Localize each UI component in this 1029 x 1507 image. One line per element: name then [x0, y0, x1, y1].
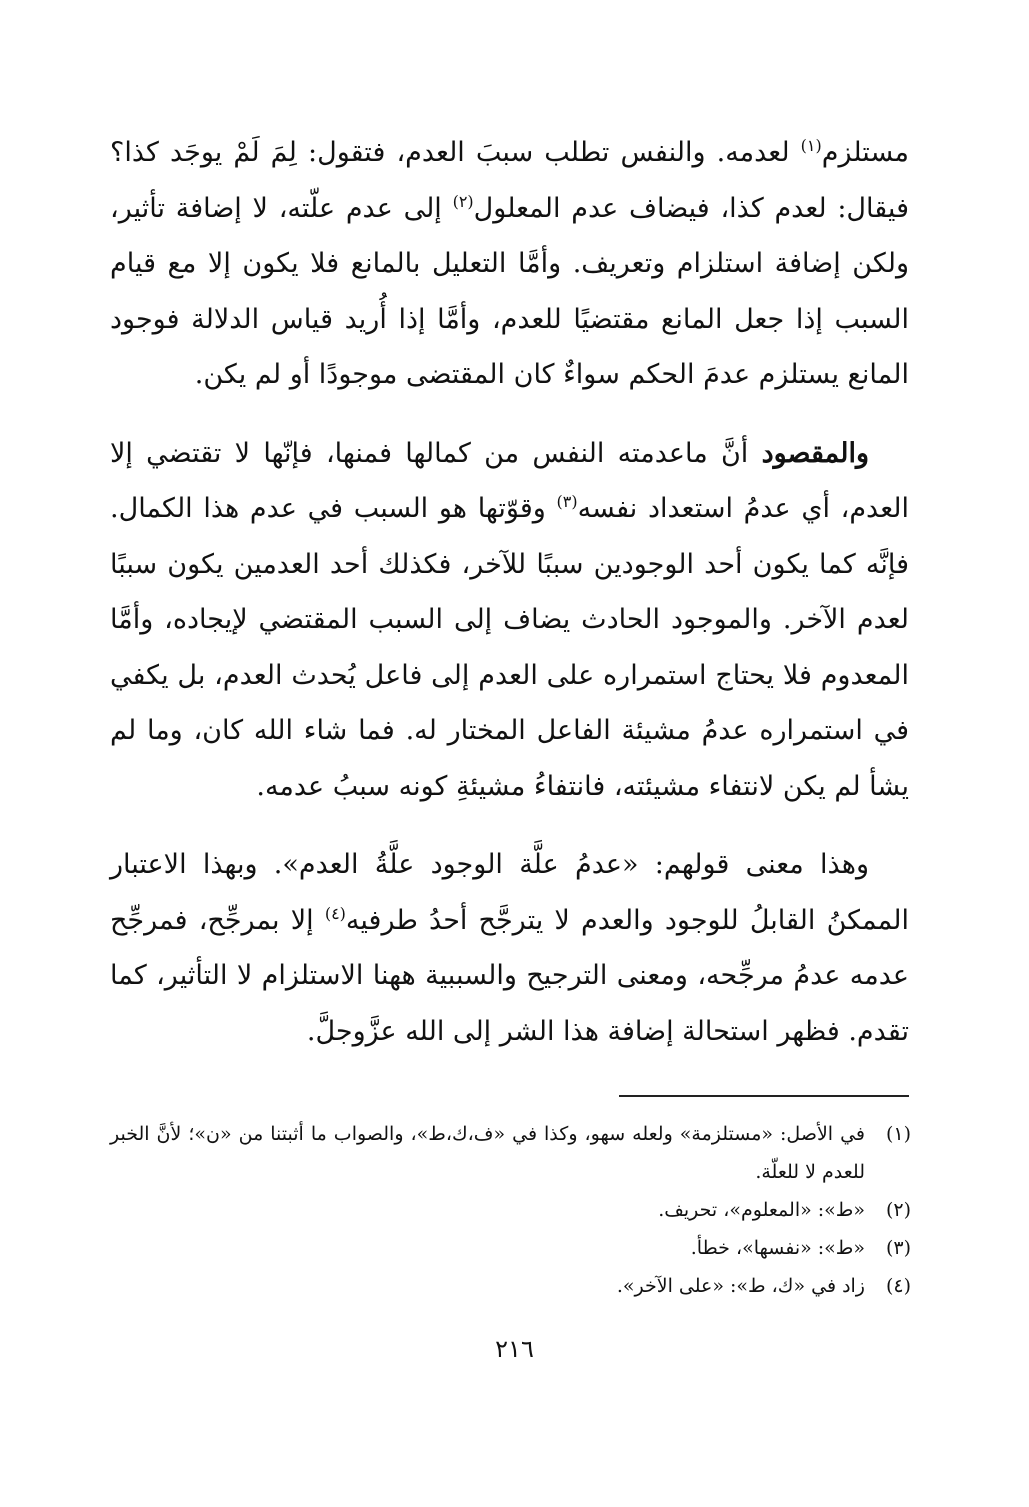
footnote-number: (١)	[885, 1123, 911, 1145]
footnote-2	[110, 1191, 911, 1229]
paragraph-2	[110, 426, 909, 815]
footnote-text: «ط»: «نفسها»، خطأ.	[690, 1237, 865, 1259]
footnote-ref-2[interactable]: (٢)	[452, 191, 474, 211]
footnote-ref-4[interactable]: (٤)	[324, 903, 346, 923]
footnotes	[110, 1115, 911, 1305]
footnote-3	[110, 1229, 911, 1267]
paragraph-lead-word: والمقصود	[761, 437, 869, 469]
paragraph-1	[110, 125, 909, 403]
text-run: وقوّتها هو السبب في عدم هذا الكمال. فإنَّه كما يكون أحد الوجودين سببًا للآخر، فكذلك أحد العدمين يكون سببًا لعدم الآخر. والموجود الحادث يضاف إلى السبب المقتضي لإيجاده، وأمَّا المعدوم فلا يحتاج استمراره على العدم إلى فاعل يُحدث العدم، بل يكفي في استمراره عدمُ مشيئة الفاعل المختار له. فما شاء الله كان، وما لم يشأ لم يكن لانتفاء مشيئته، فانتفاءُ مشيئةِ كونه سببُ عدمه.	[110, 493, 909, 802]
footnote-ref-3[interactable]: (٣)	[556, 492, 578, 511]
footnote-text: زاد في «ك، ط»: «على الآخر».	[616, 1275, 865, 1297]
footnote-4	[110, 1267, 911, 1305]
paragraph-3	[110, 837, 909, 1059]
footnote-text: في الأصل: «مستلزمة» ولعله سهو، وكذا في «ف،ك،ط»، والصواب ما أثبتنا من «ن»؛ لأنَّ الخبر للعدم لا للعلّة.	[110, 1123, 865, 1183]
text-run: مستلزم	[821, 137, 909, 168]
page-number: ٢١٦	[495, 1335, 534, 1363]
text-run: لعدمه. والنفس تطلب سببَ العدم، فتقول: لِمَ لَمْ يوجَد كذا؟ فيقال: لعدم كذا، فيضاف عدم المعلول	[110, 137, 909, 224]
footnote-1	[110, 1115, 911, 1191]
footnote-number: (٤)	[885, 1275, 911, 1297]
text-run: إلا بمرجِّح، فمرجِّح عدمه عدمُ مرجِّحه، ومعنى الترجيح والسببية ههنا الاستلزام لا التأثير، كما تقدم. فظهر استحالة إضافة هذا الشر إلى الله عزَّوجلَّ.	[110, 904, 909, 1047]
footnote-separator	[619, 1095, 909, 1097]
text-run: أنَّ ماعدمته النفس من كمالها فمنها، فإنّها لا تقتضي إلا العدم، أي عدمُ استعداد نفسه	[110, 437, 909, 524]
footnote-text: «ط»: «المعلوم»، تحريف.	[658, 1199, 865, 1221]
footnote-ref-1[interactable]: (١)	[800, 136, 822, 155]
text-run: وهذا معنى قولهم: «عدمُ علَّة الوجود علَّةُ العدم». وبهذا الاعتبار الممكنُ القابلُ للوجود والعدم لا يترجَّح أحدُ طرفيه	[110, 849, 909, 936]
footnote-number: (٢)	[885, 1199, 911, 1221]
footnote-number: (٣)	[885, 1237, 911, 1259]
text-run: إلى عدم علّته، لا إضافة تأثير، ولكن إضافة استلزام وتعريف. وأمَّا التعليل بالمانع فلا يكون إلا مع قيام السبب إذا جعل المانع مقتضيًا للعدم، وأمَّا إذا أُريد قياس الدلالة فوجود المانع يستلزم عدمَ الحكم سواءٌ كان المقتضى موجودًا أو لم يكن.	[110, 192, 909, 390]
